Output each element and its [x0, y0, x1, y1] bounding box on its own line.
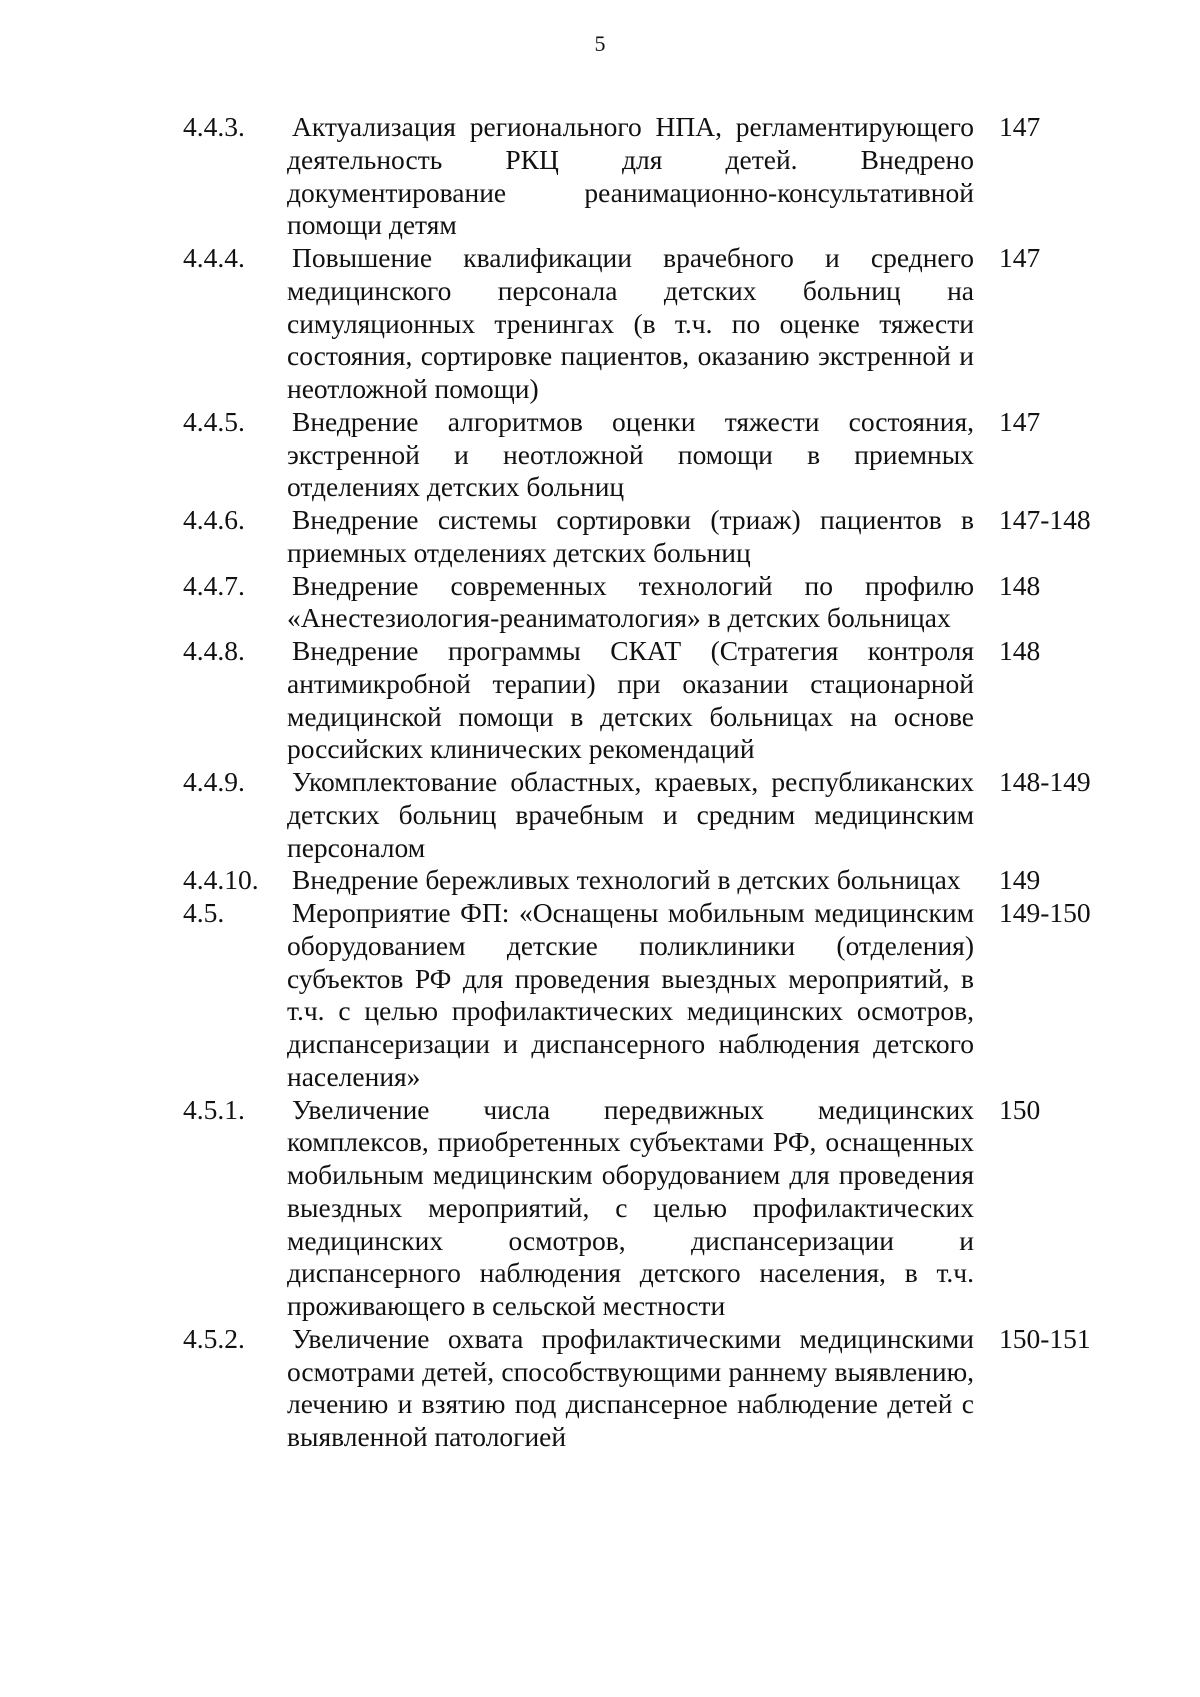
toc-entry-title: Укомплектование областных, краевых, республиканских детских больниц врачебным и средним медицинским персоналом	[287, 766, 974, 863]
toc-entry-page: 147	[999, 405, 1041, 437]
toc-entry-number: 4.4.5.	[183, 405, 245, 437]
toc-entry-title: Внедрение бережливых технологий в детских больницах	[292, 864, 961, 896]
toc-entry-page: 150-151	[999, 1322, 1091, 1354]
toc-entry-title: Мероприятие ФП: «Оснащены мобильным медицинским оборудованием детские поликлиники (отделения) субъектов РФ для проведения выездных мероприятий, в т.ч. с целью профилактических медицинских осмотров, диспансеризации и диспансерного наблюдения детского населения»	[287, 897, 974, 1092]
toc-entry-number: 4.5.1.	[183, 1093, 245, 1125]
toc-entry	[183, 864, 1103, 897]
toc-entry	[183, 111, 1103, 242]
toc-entry-number: 4.5.2.	[183, 1322, 245, 1354]
toc-entry	[183, 897, 1103, 1094]
toc-entry-title: Увеличение числа передвижных медицинских комплексов, приобретенных субъектами РФ, оснащенных мобильным медицинским оборудованием для проведения выездных мероприятий, с целью профилактических медицинских осмотров, диспансеризации и диспансерного наблюдения детского населения, в т.ч. проживающего в сельской местности	[287, 1093, 974, 1321]
toc-entry	[183, 635, 1103, 766]
toc-entry	[183, 1323, 1103, 1454]
toc-entry-page: 147	[999, 111, 1041, 142]
page-number: 5	[594, 31, 606, 56]
toc-entry-title: Внедрение современных технологий по профилю «Анестезиология-реаниматология» в детских больницах	[287, 569, 974, 634]
table-of-contents	[183, 111, 1103, 1454]
toc-entry	[183, 406, 1103, 504]
toc-entry	[183, 766, 1103, 864]
toc-entry	[183, 570, 1103, 636]
toc-entry-page: 149	[999, 864, 1041, 896]
toc-entry-page: 148-149	[999, 766, 1091, 797]
toc-entry-number: 4.4.9.	[183, 766, 245, 797]
toc-entry-title: Актуализация регионального НПА, регламентирующего деятельность РКЦ для детей. Внедрено документирование реанимационно-консультативной помощи детям	[287, 111, 974, 241]
toc-entry-number: 4.4.6.	[183, 504, 245, 535]
toc-entry-page: 148	[999, 635, 1041, 666]
toc-entry	[183, 242, 1103, 406]
toc-entry-number: 4.4.4.	[183, 242, 245, 273]
toc-entry-page: 150	[999, 1093, 1041, 1125]
toc-entry-title: Внедрение программы СКАТ (Стратегия контроля антимикробной терапии) при оказании стационарной медицинской помощи в детских больницах на основе российских клинических рекомендаций	[287, 635, 974, 765]
toc-entry-title: Увеличение охвата профилактическими медицинскими осмотрами детей, способствующими раннему выявлению, лечению и взятию под диспансерное наблюдение детей с выявленной патологией	[287, 1322, 974, 1452]
toc-entry-number: 4.4.8.	[183, 635, 245, 666]
toc-entry-page: 149-150	[999, 897, 1091, 928]
toc-entry-number: 4.4.10.	[183, 864, 259, 896]
toc-entry-number: 4.4.7.	[183, 569, 245, 601]
toc-entry-number: 4.5.	[183, 897, 225, 928]
toc-entry-page: 148	[999, 569, 1041, 601]
toc-entry-title: Повышение квалификации врачебного и среднего медицинского персонала детских больниц на симуляционных тренингах (в т.ч. по оценке тяжести состояния, сортировке пациентов, оказанию экстренной и неотложной помощи)	[287, 242, 974, 404]
toc-entry	[183, 504, 1103, 570]
toc-entry-title: Внедрение алгоритмов оценки тяжести состояния, экстренной и неотложной помощи в приемных отделениях детских больниц	[287, 405, 974, 503]
toc-entry-number: 4.4.3.	[183, 111, 245, 142]
toc-entry-title: Внедрение системы сортировки (триаж) пациентов в приемных отделениях детских больниц	[287, 504, 974, 568]
toc-entry	[183, 1094, 1103, 1323]
toc-entry-page: 147-148	[999, 504, 1091, 535]
toc-entry-page: 147	[999, 242, 1041, 273]
